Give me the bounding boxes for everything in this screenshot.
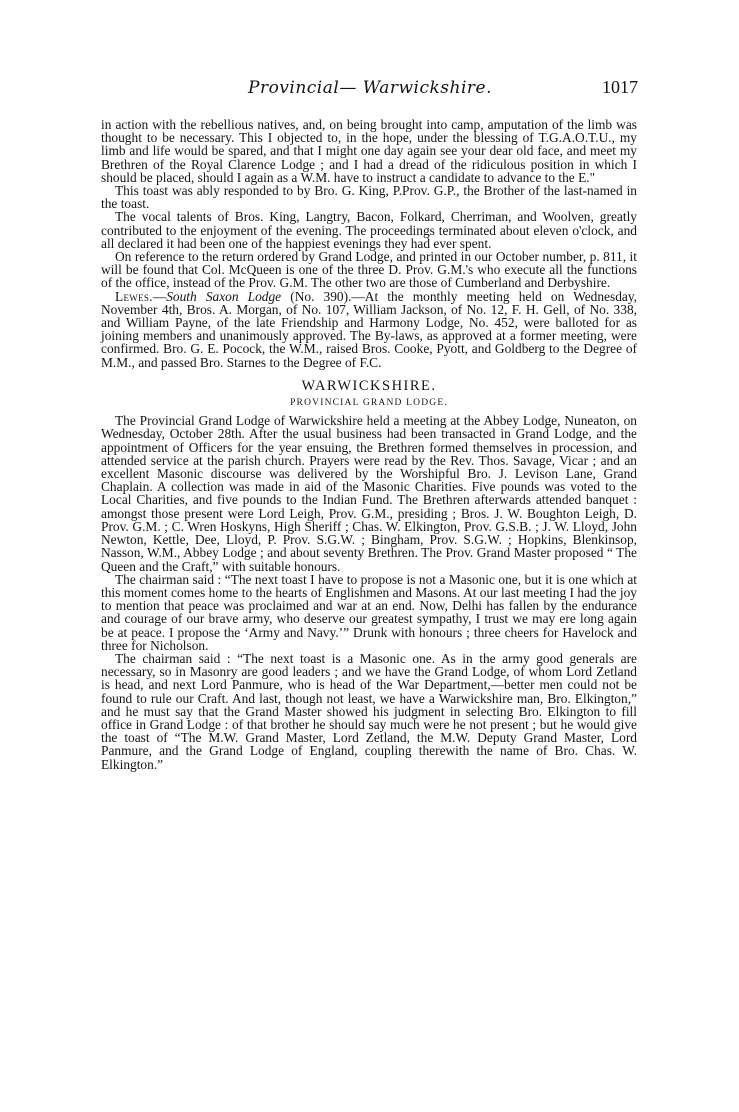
running-title: Provincial— Warwickshire. bbox=[248, 78, 492, 98]
running-header bbox=[100, 78, 640, 108]
article-body bbox=[101, 118, 637, 771]
paragraph: The chairman said : “The next toast I have to propose is not a Masonic one, but it is one which at this moment comes home to the hearts of Englishmen and Masons. At our last meeting I had the joy to mention that peace was proclaimed and war at an end. Now, Delhi has fallen by the endurance and courage of our brave army, who deserve our greatest sympathy, I trust we may ere long again be at peace. I propose the ‘Army and Navy.’” Drunk with honours ; three cheers for Havelock and three for Nicholson. bbox=[101, 571, 637, 653]
paragraph: This toast was ably responded to by Bro. G. King, P.Prov. G.P., the Brother of the last-named in the toast. bbox=[101, 183, 637, 212]
report-text: (No. 390).—At the monthly meeting held on Wednesday, November 4th, Bros. A. Morgan, of No. 107, William Jackson, of No. 12, F. H. Gell, of No. 338, and William Payne, of the late Friendship and Harmony Lodge, No. 452, were balloted for as joining members and unanimously approved. The By-laws, as approved at a former meeting, were confirmed. Bro. G. E. Pocock, the W.M., raised Bros. Cooke, Pyott, and Goldberg to the Degree of M.M., and passed Bro. Starnes to the Degree of F.C. bbox=[101, 288, 638, 370]
dash: — bbox=[152, 288, 167, 304]
place-name: Lewes. bbox=[115, 288, 153, 304]
lodge-name: South Saxon Lodge bbox=[166, 288, 282, 304]
subsection-heading: PROVINCIAL GRAND LODGE. bbox=[290, 398, 448, 409]
paragraph: The Provincial Grand Lodge of Warwickshire held a meeting at the Abbey Lodge, Nuneaton, on Wednesday, October 28th. After the usual business had been transacted in Grand Lodge, and the appointment of Officers for the year ensuing, the Brethren formed themselves in procession, and attended service at the parish church. Prayers were read by the Rev. Thos. Savage, Vicar ; and an excellent Masonic discourse was delivered by the Worshipful Bro. J. Levison Lane, Grand Chaplain. A collection was made in aid of the Masonic Charities. Five pounds was voted to the Local Charities, and five pounds to the Indian Fund. The Brethren afterwards attended banquet : amongst those present were Lord Leigh, Prov. G.M., presiding ; Bros. J. W. Boughton Leigh, D. Prov. G.M. ; C. Wren Hoskyns, High Sheriff ; Chas. W. Elkington, Prov. G.S.B. ; J. W. Lloyd, John Newton, Kettle, Dee, Lloyd, P. Prov. S.G.W. ; Bingham, Prov. S.G.W. ; Hopkins, Blenkinsop, Nasson, W.M., Abbey Lodge ; and about seventy Brethren. The Prov. Grand Master proposed “ The Queen and the Craft,” with suitable honours. bbox=[101, 413, 637, 574]
page-number: 1017 bbox=[602, 77, 638, 97]
paragraph: The chairman said : “The next toast is a Masonic one. As in the army good generals are necessary, so in Masonry are good leaders ; and we have the Grand Lodge, of whom Lord Zetland is head, and next Lord Panmure, who is head of the War Department,—better men could not be found to rule our Craft. And last, though not least, we have a Warwickshire man, Bro. Elkington,” and he must say that the Grand Master showed his judgment in selecting Bro. Elkington to fill office in Grand Lodge : of that brother he should say much were he not present ; but he would give the toast of “The M.W. Grand Master, Lord Zetland, the M.W. Deputy Grand Master, Lord Panmure, and the Grand Lodge of England, coupling therewith the name of Bro. Chas. W. Elkington.” bbox=[101, 650, 637, 772]
paragraph: On reference to the return ordered by Grand Lodge, and printed in our October number, p. 811, it will be found that Col. McQueen is one of the three D. Prov. G.M.'s who execute all the functions of the office, instead of the Prov. G.M. The other two are those of Cumberland and Derbyshire. bbox=[101, 249, 637, 291]
paragraph: in action with the rebellious natives, and, on being brought into camp, amputation of the limb was thought to be necessary. This I objected to, in the hope, under the blessing of T.G.A.O.T.U., my limb and life would be spared, and that I might one day again see your dear old face, and meet my Brethren of the Royal Clarence Lodge ; and I had a dread of the ridiculous position in which I should be placed, should I again as a W.M. have to instruct a candidate to advance to the E." bbox=[101, 117, 637, 185]
paragraph: The vocal talents of Bros. King, Langtry, Bacon, Folkard, Cherriman, and Woolven, greatly contributed to the enjoyment of the evening. The proceedings terminated about eleven o'clock, and all declared it had been one of the happiest evenings they had ever spent. bbox=[101, 209, 637, 251]
section-heading: WARWICKSHIRE. bbox=[301, 377, 437, 394]
lewes-report bbox=[101, 290, 637, 369]
